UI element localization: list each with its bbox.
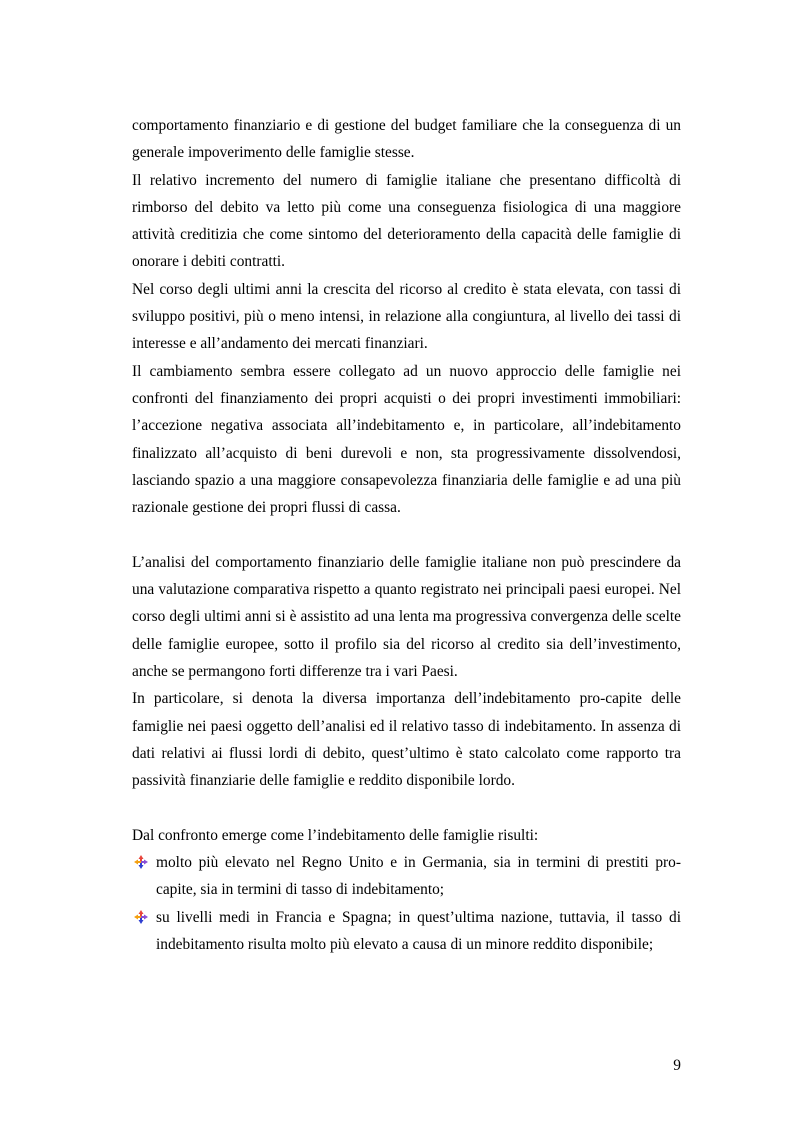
list-item	[132, 849, 681, 904]
list-intro: Dal confronto emerge come l’indebitamento delle famiglie risulti:	[132, 826, 539, 844]
list-item	[132, 904, 681, 959]
page-number: 9	[673, 1057, 681, 1074]
paragraph-6: In particolare, si denota la diversa importanza dell’indebitamento pro-capite delle famiglie nei paesi oggetto dell’analisi ed il relativo tasso di indebitamento. In assenza di dati relativi ai flussi lordi di debito, quest’ultimo è stato calcolato come rapporto tra passività finanziarie delle famiglie e reddito disponibile lordo.	[132, 690, 681, 790]
paragraph-1: comportamento finanziario e di gestione del budget familiare che la conseguenza di un generale impoverimento delle famiglie stesse.	[132, 117, 681, 162]
four-way-arrow-icon	[134, 855, 148, 869]
four-way-arrow-icon	[134, 910, 148, 924]
bullet-text: molto più elevato nel Regno Unito e in Germania, sia in termini di prestiti pro-capite, sia in termini di tasso di indebitamento;	[156, 854, 681, 899]
bullet-list	[132, 849, 681, 958]
paragraph-spacer	[132, 521, 681, 548]
paragraph-2: Il relativo incremento del numero di famiglie italiane che presentano difficoltà di rimborso del debito va letto più come una conseguenza fisiologica di una maggiore attività creditizia che come sintomo del deterioramento della capacità delle famiglie di onorare i debiti contratti.	[132, 171, 681, 271]
bullet-text: su livelli medi in Francia e Spagna; in quest’ultima nazione, tuttavia, il tasso di indebitamento risulta molto più elevato a causa di un minore reddito disponibile;	[156, 908, 681, 953]
paragraph-spacer	[132, 794, 681, 821]
paragraph-4: Il cambiamento sembra essere collegato ad un nuovo approccio delle famiglie nei confronti del finanziamento dei propri acquisti o dei propri investimenti immobiliari: l’accezione negativa associata all’indebitamento e, in particolare, all’indebitamento finalizzato all’acquisto di beni durevoli e non, sta progressivamente dissolvendosi, lasciando spazio a una maggiore consapevolezza finanziaria delle famiglie e ad una più razionale gestione dei propri flussi di cassa.	[132, 362, 681, 517]
document-page	[132, 112, 681, 958]
paragraph-3: Nel corso degli ultimi anni la crescita del ricorso al credito è stata elevata, con tassi di sviluppo positivi, più o meno intensi, in relazione alla congiuntura, al livello dei tassi di interesse e all’andamento dei mercati finanziari.	[132, 280, 681, 353]
paragraph-5: L’analisi del comportamento finanziario delle famiglie italiane non può prescindere da una valutazione comparativa rispetto a quanto registrato nei principali paesi europei. Nel corso degli ultimi anni si è assistito ad una lenta ma progressiva convergenza delle scelte delle famiglie europee, sotto il profilo sia del ricorso al credito sia dell’investimento, anche se permangono forti differenze tra i vari Paesi.	[132, 553, 681, 680]
